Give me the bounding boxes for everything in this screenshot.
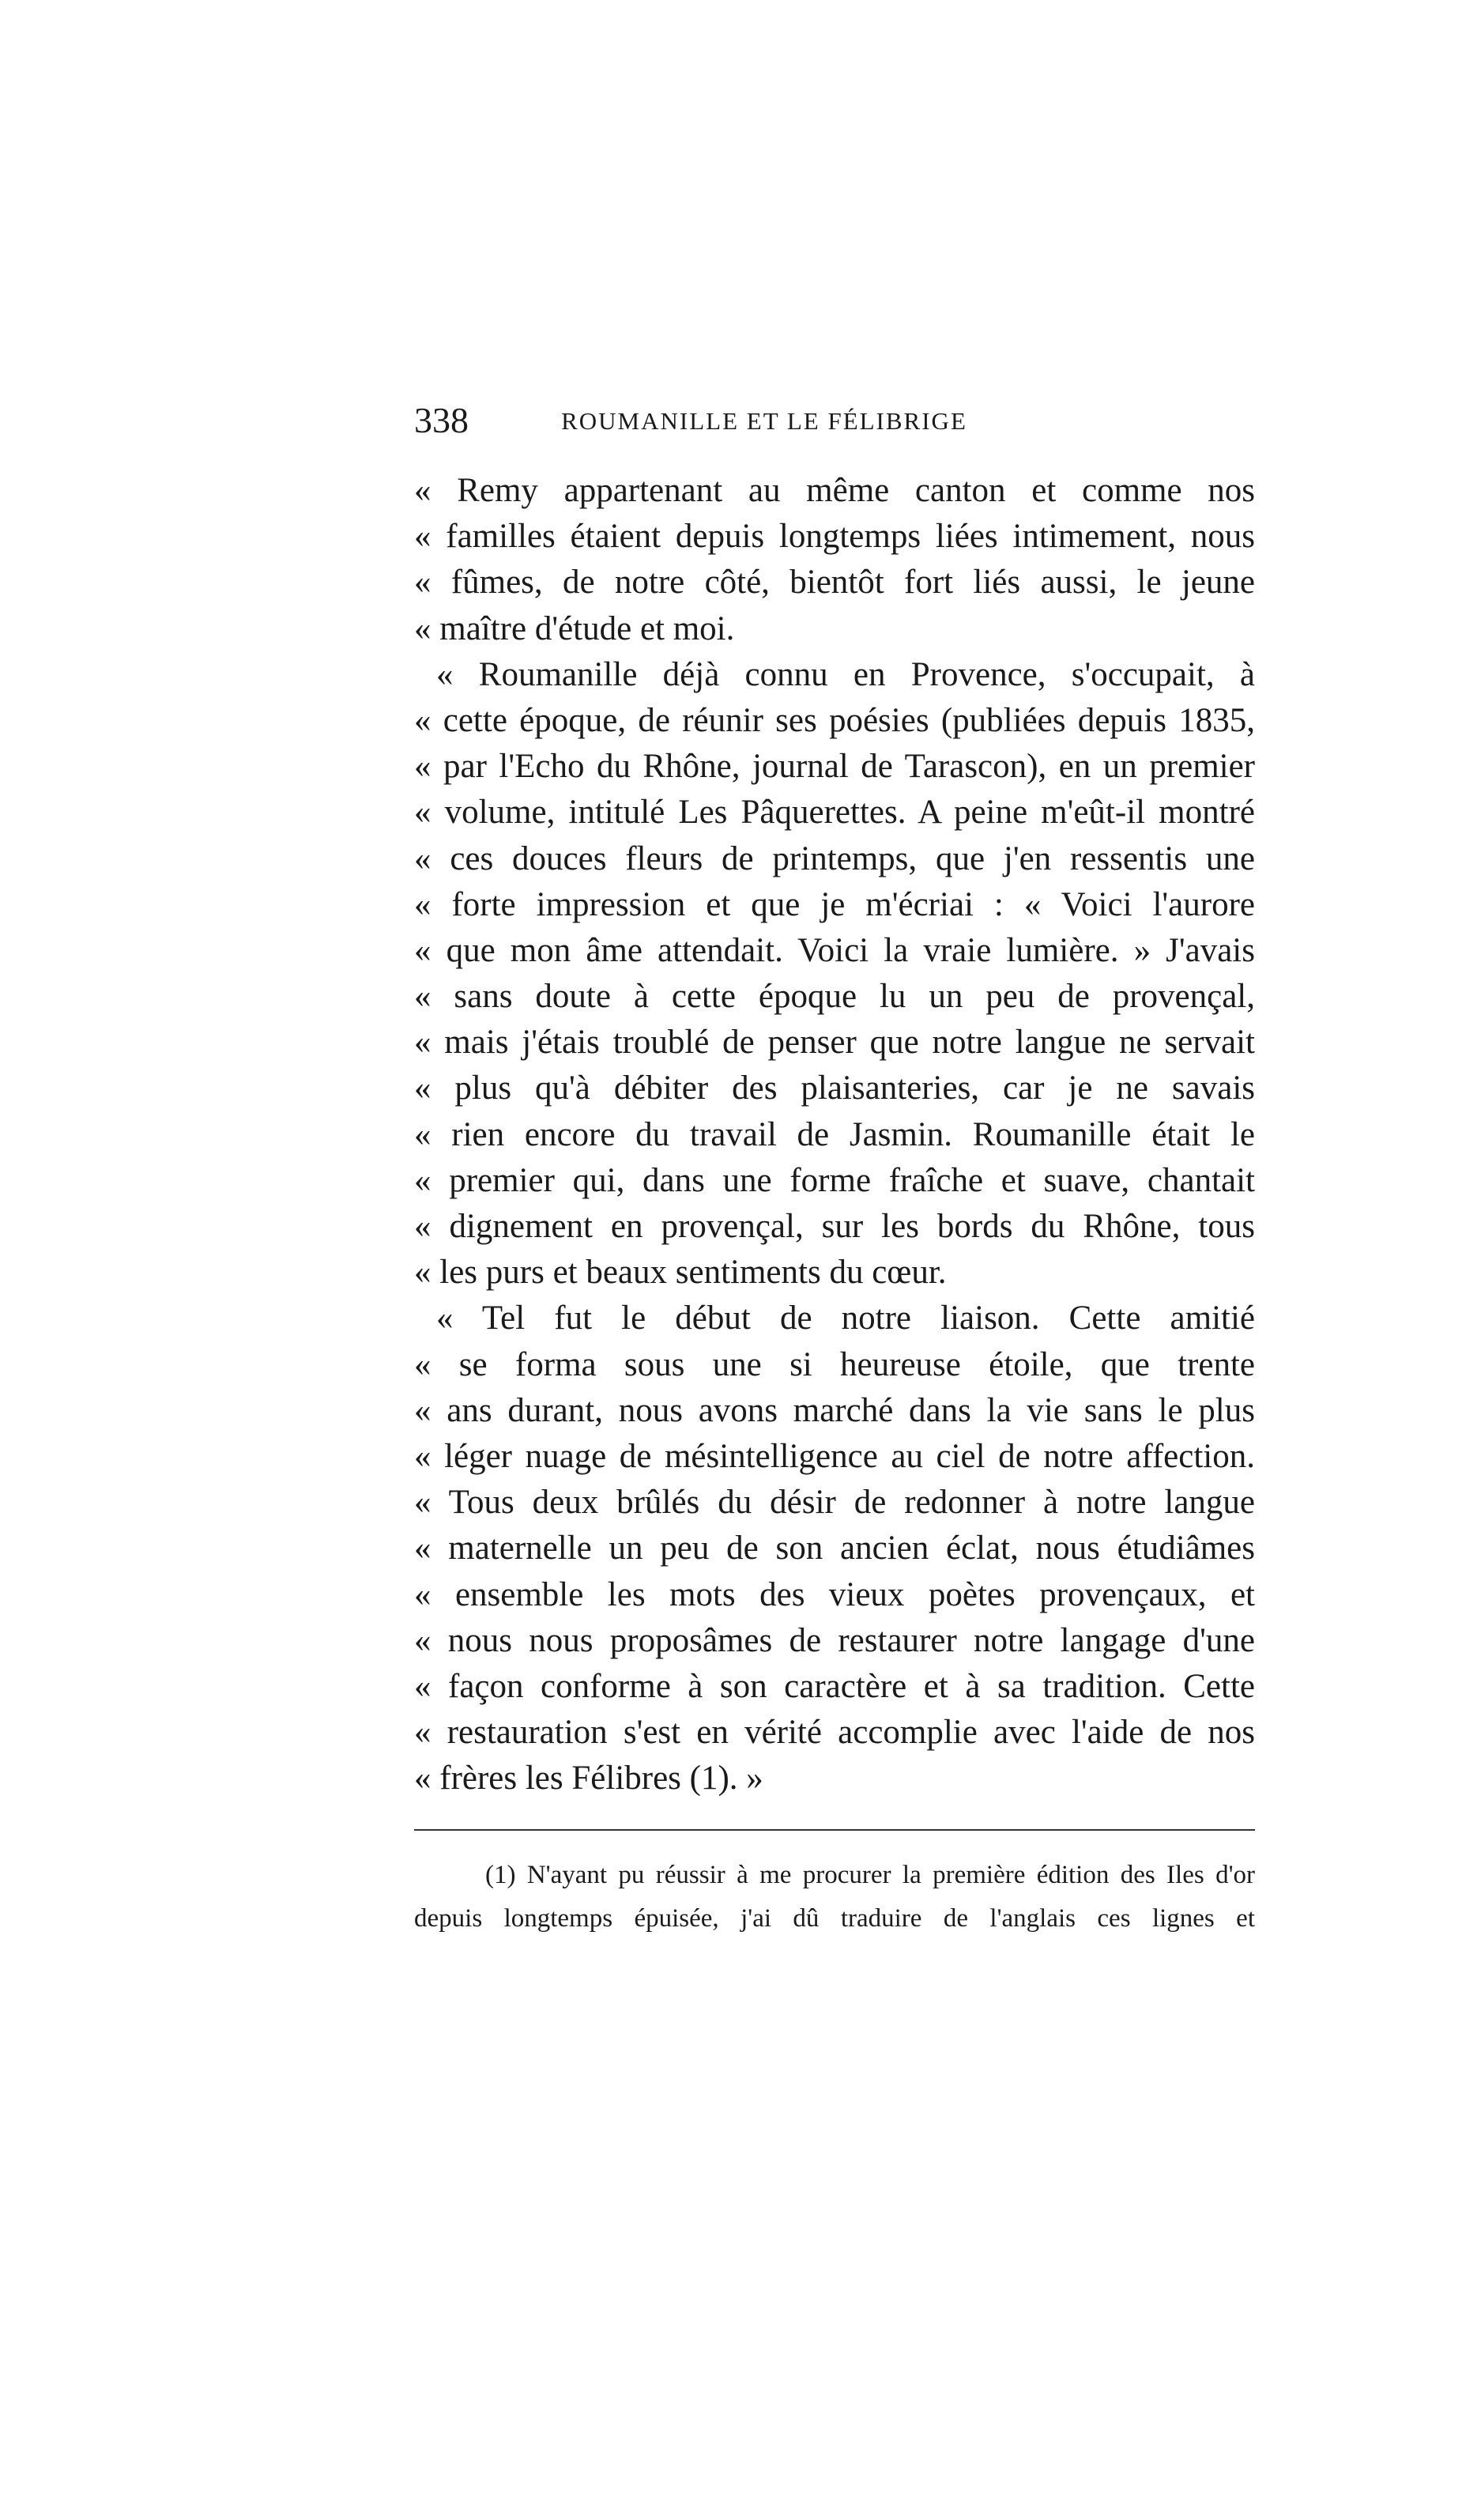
text-line: « fûmes, de notre côté, bientôt fort liés aussi, le jeune [414, 564, 1255, 602]
text-line: « mais j'étais troublé de penser que notre langue ne servait [414, 1024, 1255, 1062]
text-line: « léger nuage de mésintelligence au ciel de notre affection. [414, 1437, 1255, 1475]
text-line: « sans doute à cette époque lu un peu de provençal, [414, 978, 1255, 1016]
text-line: « familles étaient depuis longtemps liées intimement, nous [414, 518, 1255, 556]
text-line: « façon conforme à son caractère et à sa tradition. Cette [414, 1667, 1255, 1705]
text-line: « Roumanille déjà connu en Provence, s'occupait, à [436, 655, 1255, 693]
text-line: « les purs et beaux sentiments du cœur. [414, 1254, 947, 1292]
footnote-divider [414, 1829, 1255, 1831]
text-line: « forte impression et que je m'écriai : « Voici l'aurore [414, 885, 1255, 923]
text-line: « Tel fut le début de notre liaison. Cette amitié [436, 1300, 1255, 1337]
running-title: ROUMANILLE ET LE FÉLIBRIGE [561, 407, 967, 435]
text-line: « maître d'étude et moi. [414, 609, 735, 647]
footnote [414, 1854, 1255, 1941]
text-line: « plus qu'à débiter des plaisanteries, car je ne savais [414, 1069, 1255, 1107]
text-line: « par l'Echo du Rhône, journal de Tarascon), en un premier [414, 748, 1255, 786]
text-line: « Tous deux brûlés du désir de redonner à notre langue [414, 1484, 1255, 1522]
body-text [414, 468, 1255, 1801]
text-line: « restauration s'est en vérité accomplie avec l'aide de nos [414, 1714, 1255, 1752]
text-line: « que mon âme attendait. Voici la vraie lumière. » J'avais [414, 931, 1255, 969]
text-line: « Remy appartenant au même canton et comme nos [414, 472, 1255, 509]
text-line: « ces douces fleurs de printemps, que j'en ressentis une [414, 839, 1255, 877]
page-number: 338 [414, 400, 469, 440]
text-line: « ans durant, nous avons marché dans la vie sans le plus [414, 1391, 1255, 1429]
text-line: « ensemble les mots des vieux poètes provençaux, et [414, 1575, 1255, 1613]
footnote-line: (1) N'ayant pu réussir à me procurer la première édition des Iles d'or [485, 1861, 1255, 1889]
text-line: « volume, intitulé Les Pâquerettes. A peine m'eût-il montré [414, 794, 1255, 832]
text-line: « frères les Félibres (1). » [414, 1760, 763, 1798]
text-line: « maternelle un peu de son ancien éclat, nous étudiâmes [414, 1530, 1255, 1567]
text-line: « premier qui, dans une forme fraîche et suave, chantait [414, 1161, 1255, 1199]
text-line: « dignement en provençal, sur les bords du Rhône, tous [414, 1208, 1255, 1245]
text-line: « se forma sous une si heureuse étoile, que trente [414, 1345, 1255, 1383]
text-line: « cette époque, de réunir ses poésies (publiées depuis 1835, [414, 701, 1255, 739]
footnote-line: depuis longtemps épuisée, j'ai dû traduire de l'anglais ces lignes et [414, 1904, 1255, 1933]
text-line: « rien encore du travail de Jasmin. Roumanille était le [414, 1115, 1255, 1153]
text-line: « nous nous proposâmes de restaurer notre langage d'une [414, 1621, 1255, 1659]
